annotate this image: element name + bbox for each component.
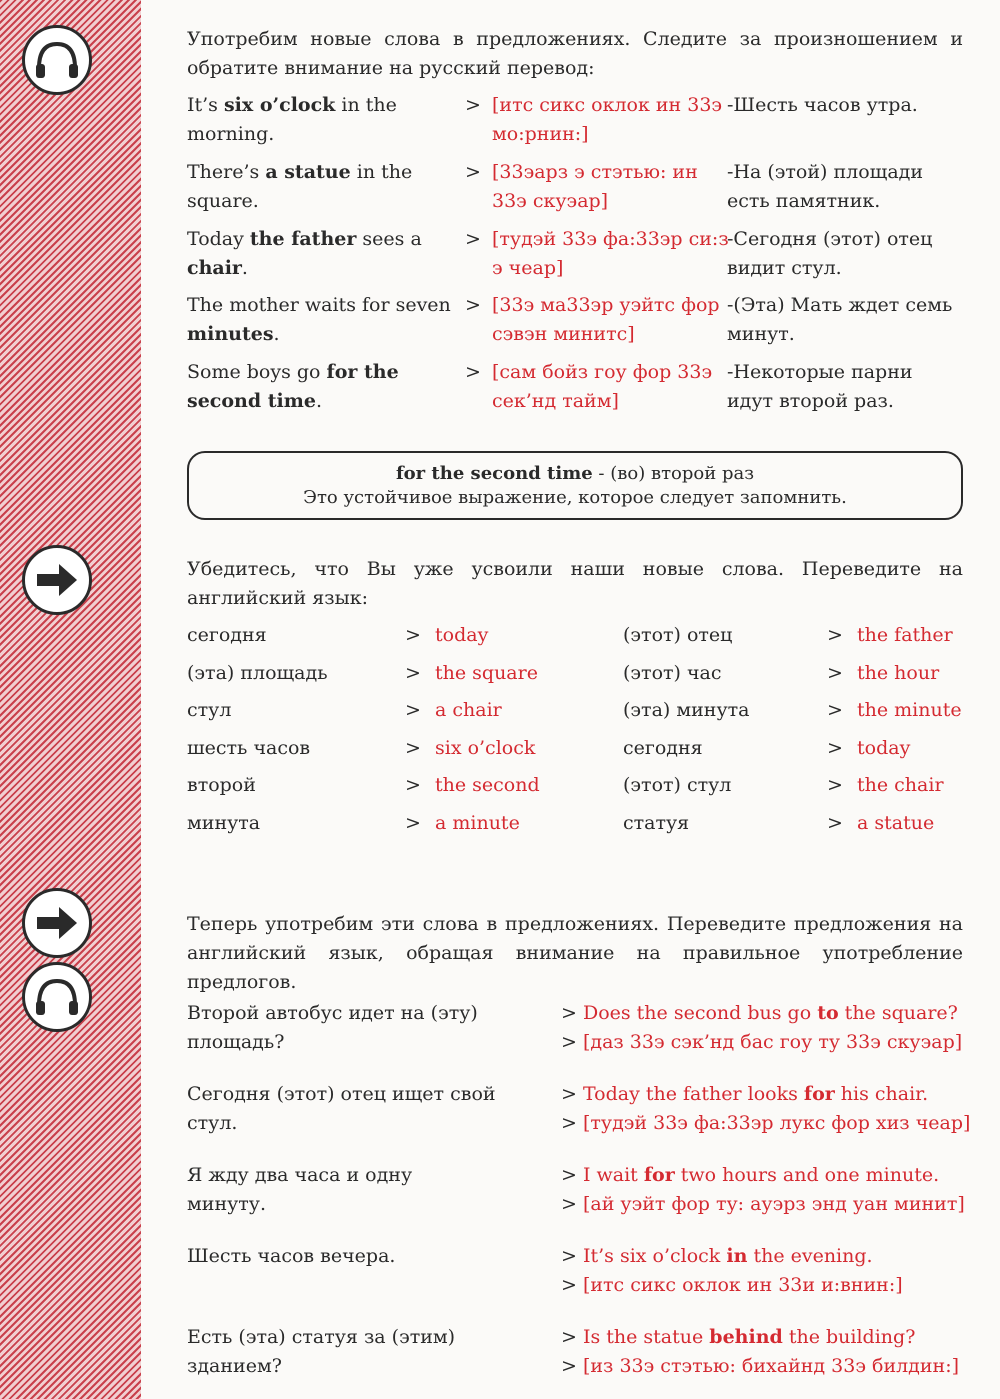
transcription: > [ай уэйт фор ту: ауэрз энд уан минит] xyxy=(561,1193,965,1215)
decorative-side-stripe xyxy=(0,0,141,1399)
russian-sentence: Шесть часов вечера. xyxy=(187,1245,396,1267)
english-word: the hour xyxy=(857,662,940,684)
arrow-glyph: > xyxy=(405,774,421,796)
arrow-glyph: > xyxy=(405,624,421,646)
russian-word: шесть часов xyxy=(187,737,311,759)
russian-translation: -(Эта) Мать ждет семь минут. xyxy=(727,294,953,345)
arrow-glyph: > xyxy=(827,662,843,684)
transcription: [33э ма33эр уэйтс фор сэвэн минитс] xyxy=(492,294,720,345)
russian-sentence: Второй автобус идет на (эту) площадь? xyxy=(187,1002,478,1053)
arrow-glyph: > xyxy=(405,737,421,759)
arrow-right-icon xyxy=(22,545,92,615)
arrow-glyph: > xyxy=(465,361,481,383)
transcription: [итс сикс оклок ин 33э мо:рнин:] xyxy=(492,94,723,145)
note-line-2: Это устойчивое выражение, которое следует запомнить. xyxy=(303,487,847,508)
arrow-glyph: > xyxy=(405,699,421,721)
transcription: > [из 33э стэтью: бихайнд 33э билдин:] xyxy=(561,1355,960,1377)
russian-word: стул xyxy=(187,699,232,721)
english-word: the father xyxy=(857,624,953,646)
transcription: > [тудэй 33э фа:33эр лукс фор хиз чеар] xyxy=(561,1112,971,1134)
english-sentence: Some boys go for the second time. xyxy=(187,361,399,412)
russian-word: (этот) отец xyxy=(623,624,733,646)
english-word: a statue xyxy=(857,812,935,834)
english-word: today xyxy=(857,737,911,759)
transcription: > [даз 33э сэк’нд бас гоу ту 33э скуэар] xyxy=(561,1031,963,1053)
russian-word: (эта) минута xyxy=(623,699,750,721)
arrow-glyph: > xyxy=(405,662,421,684)
english-word: the square xyxy=(435,662,538,684)
russian-word: статуя xyxy=(623,812,690,834)
russian-word: (эта) площадь xyxy=(187,662,328,684)
instruction-text: Употребим новые слова в предложениях. Следите за произношением и обратите внимание на русский перевод: xyxy=(187,28,963,79)
english-sentence: > I wait for two hours and one minute. xyxy=(561,1164,940,1186)
russian-word: сегодня xyxy=(623,737,703,759)
english-sentence: The mother waits for seven minutes. xyxy=(187,294,451,345)
english-sentence: > Does the second bus go to the square? xyxy=(561,1002,958,1024)
arrow-glyph: > xyxy=(827,774,843,796)
russian-word: (этот) час xyxy=(623,662,722,684)
arrow-glyph: > xyxy=(827,624,843,646)
english-word: the second xyxy=(435,774,540,796)
russian-word: (этот) стул xyxy=(623,774,732,796)
instruction-text: Убедитесь, что Вы уже усвоили наши новые слова. Переведите на английский язык: xyxy=(187,558,963,609)
english-word: a minute xyxy=(435,812,520,834)
russian-sentence: Сегодня (этот) отец ищет свой стул. xyxy=(187,1083,496,1134)
arrow-right-icon xyxy=(22,888,92,958)
note-line-1: for the second time - (во) второй раз xyxy=(395,463,755,484)
english-word: today xyxy=(435,624,489,646)
english-sentence: > It’s six o’clock in the evening. xyxy=(561,1245,873,1267)
headphones-icon xyxy=(22,25,92,95)
english-word: the minute xyxy=(857,699,962,721)
russian-sentence: Я жду два часа и одну минуту. xyxy=(187,1164,413,1215)
transcription: [тудэй 33э фа:33эр си:з э чеар] xyxy=(492,228,729,279)
arrow-glyph: > xyxy=(465,94,481,116)
arrow-glyph: > xyxy=(465,294,481,316)
english-sentence: > Today the father looks for his chair. xyxy=(561,1083,929,1105)
english-sentence: There’s a statue in the square. xyxy=(187,161,413,212)
english-word: a chair xyxy=(435,699,502,721)
headphones-icon xyxy=(22,962,92,1032)
arrow-glyph: > xyxy=(405,812,421,834)
arrow-glyph: > xyxy=(827,812,843,834)
russian-translation: -Некоторые парни идут второй раз. xyxy=(727,361,913,412)
russian-word: второй xyxy=(187,774,256,796)
english-sentence: Today the father sees a chair. xyxy=(187,228,422,279)
instruction-text: Теперь употребим эти слова в предложениях. Переведите предложения на английский язык, обращая внимание на правильное употребление предлогов. xyxy=(187,913,963,993)
english-word: six o’clock xyxy=(435,737,536,759)
arrow-glyph: > xyxy=(827,699,843,721)
transcription: [33эарз э стэтью: ин 33э скуэар] xyxy=(492,161,698,212)
russian-translation: -Шесть часов утра. xyxy=(727,94,918,116)
note-box xyxy=(187,451,963,520)
russian-sentence: Есть (эта) статуя за (этим) зданием? xyxy=(187,1326,456,1377)
russian-translation: -На (этой) площади есть памятник. xyxy=(727,161,924,212)
russian-word: сегодня xyxy=(187,624,267,646)
english-sentence: > Is the statue behind the building? xyxy=(561,1326,916,1348)
russian-word: минута xyxy=(187,812,261,834)
transcription: [сам бойз гоу фор 33э сек’нд тайм] xyxy=(492,361,713,412)
transcription: > [итс сикс оклок ин 33и и:внин:] xyxy=(561,1274,903,1296)
arrow-glyph: > xyxy=(465,228,481,250)
english-sentence: It’s six o’clock in the morning. xyxy=(187,94,397,145)
english-word: the chair xyxy=(857,774,944,796)
russian-translation: -Сегодня (этот) отец видит стул. xyxy=(727,228,933,279)
arrow-glyph: > xyxy=(827,737,843,759)
arrow-glyph: > xyxy=(465,161,481,183)
